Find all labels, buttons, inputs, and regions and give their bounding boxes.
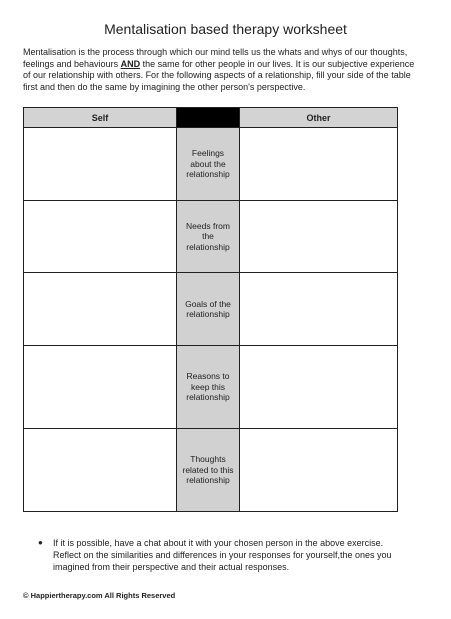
- self-goals-cell[interactable]: [24, 273, 177, 346]
- middle-column-header: [177, 108, 240, 128]
- table-row-feelings: [24, 128, 398, 201]
- copyright-footer: © Happiertherapy.com All Rights Reserved: [23, 591, 176, 600]
- other-goals-cell[interactable]: [240, 273, 398, 346]
- other-needs-cell[interactable]: [240, 201, 398, 273]
- self-reasons-cell[interactable]: [24, 346, 177, 429]
- table-header-row: [24, 108, 398, 128]
- intro-text-part1: Mentalisation is the process through which our mind tells us the whats and whys of our thoughts, feelings and behaviours: [23, 47, 408, 69]
- intro-paragraph: [23, 47, 415, 94]
- row-label-cell: [177, 429, 240, 512]
- row-label-thoughts: Thoughts related to this relationship: [182, 454, 234, 486]
- row-label-cell: [177, 201, 240, 273]
- table-row-thoughts: [24, 429, 398, 512]
- row-label-cell: [177, 273, 240, 346]
- row-label-reasons: Reasons to keep this relationship: [186, 371, 230, 403]
- table-row-reasons: [24, 346, 398, 429]
- row-label-cell: [177, 346, 240, 429]
- table-row-goals: [24, 273, 398, 346]
- other-reasons-cell[interactable]: [240, 346, 398, 429]
- row-label-goals: Goals of the relationship: [185, 298, 231, 319]
- self-thoughts-cell[interactable]: [24, 429, 177, 512]
- self-feelings-cell[interactable]: [24, 128, 177, 201]
- other-thoughts-cell[interactable]: [240, 429, 398, 512]
- row-label-needs: Needs from the relationship: [186, 220, 230, 252]
- relationship-table: [23, 107, 398, 512]
- instruction-note: [38, 537, 408, 573]
- other-column-header: Other: [240, 108, 398, 128]
- table-row-needs: [24, 201, 398, 273]
- self-needs-cell[interactable]: [24, 201, 177, 273]
- self-column-header: Self: [24, 108, 177, 128]
- worksheet-title: Mentalisation based therapy worksheet: [104, 21, 347, 37]
- row-label-feelings: Feelings about the relationship: [186, 148, 230, 180]
- row-label-cell: [177, 128, 240, 201]
- intro-emphasis: AND: [120, 58, 141, 69]
- instruction-text: If it is possible, have a chat about it with your chosen person in the above exercise. Reflect on the similarities and differences in your responses for yourself,the ones you imagined from their perspective and their actual responses.: [53, 538, 392, 573]
- intro-text-part2: the same for other people in our lives. It is our subjective experience of our relationship with others. For the following aspects of a relationship, fill your side of the table first and then do the same by imagining the other person's perspective.: [23, 58, 415, 93]
- bullet-icon: ●: [38, 538, 43, 547]
- other-feelings-cell[interactable]: [240, 128, 398, 201]
